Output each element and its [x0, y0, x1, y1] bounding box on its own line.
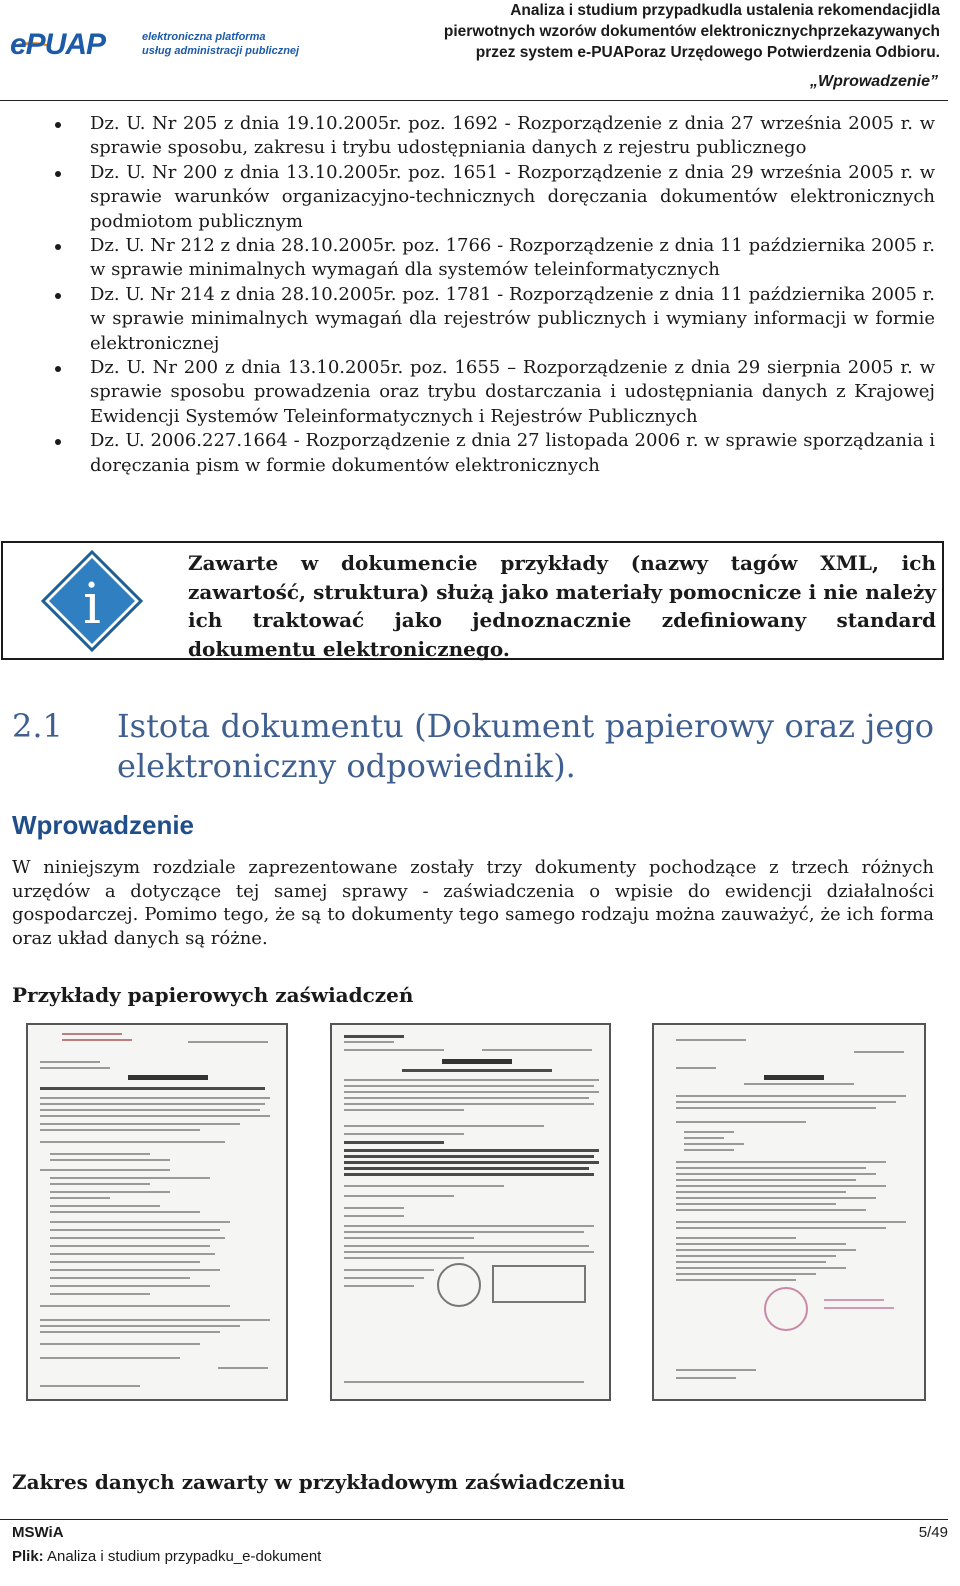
- section-heading: [12, 706, 934, 786]
- document-title-line-2: pierwotnych wzorów dokumentów elektronicznychprzekazywanych: [443, 23, 940, 40]
- certificate-scan-2: [330, 1023, 611, 1401]
- certificate-scan-3: [652, 1023, 926, 1401]
- subsection-heading: Wprowadzenie: [12, 810, 195, 840]
- document-title: [444, 0, 940, 63]
- section-title: Istota dokumentu (Dokument papierowy oraz jego elektroniczny odpowiednik).: [117, 707, 934, 785]
- page-number: 5/49: [918, 1524, 948, 1541]
- section-number: 2.1: [12, 707, 63, 745]
- epuap-logo: [10, 28, 310, 64]
- logo-brand-text: ePUAP: [10, 28, 106, 61]
- footer-divider: [0, 1519, 948, 1520]
- document-title-line-3: przez system e-PUAPoraz Urzędowego Potwierdzenia Odbioru.: [475, 44, 940, 61]
- info-icon-glyph: i: [83, 572, 101, 637]
- footer-file: [12, 1548, 321, 1565]
- certificate-scan-1: [26, 1023, 288, 1401]
- info-note-text: Zawarte w dokumencie przykłady (nazwy tagów XML, ich zawartość, struktura) służą jako materiały pomocnicze i nie należy ich traktować jako jednoznacznie zdefiniowany standard dokumentu elektronicznego.: [188, 551, 936, 662]
- list-item: Dz. U. Nr 200 z dnia 13.10.2005r. poz. 1651 - Rozporządzenie z dnia 29 września 2005 r. w sprawie warunków organizacyjno-technicznych doręczania dokumentów elektronicznych podmiotom publicznym: [40, 161, 935, 234]
- footer-file-name: Analiza i studium przypadku_e-dokument: [47, 1548, 322, 1565]
- page-header: [0, 0, 960, 104]
- intro-paragraph: W niniejszym rozdziale zaprezentowane zostały trzy dokumenty pochodzące z trzech różnych urzędów a dotyczące tej samej sprawy - zaświadczenia o wpisie do ewidencji działalności gospodarczej. Pomimo tego, że są to dokumenty tego samego rodzaju można zauważyć, że ich forma oraz układ danych są różne.: [12, 857, 934, 949]
- footer-organization: MSWiA: [12, 1524, 64, 1541]
- logo-subtitle: [142, 30, 299, 58]
- list-item: Dz. U. Nr 212 z dnia 28.10.2005r. poz. 1766 - Rozporządzenie z dnia 11 października 2005 r. w sprawie minimalnych wymagań dla systemów teleinformatycznych: [40, 234, 935, 283]
- list-item: Dz. U. 2006.227.1664 - Rozporządzenie z dnia 27 listopada 2006 r. w sprawie sporządzania i doręczania pism w formie dokumentów elektronicznych: [40, 429, 935, 478]
- list-item: Dz. U. Nr 200 z dnia 13.10.2005r. poz. 1655 – Rozporządzenie z dnia 29 sierpnia 2005 r. w sprawie sposobu prowadzenia oraz trybu dostarczania i udostępniania danych z Krajowej Ewidencji Systemów Teleinformatycznych i Rejestrów Publicznych: [40, 356, 935, 429]
- list-item: Dz. U. Nr 214 z dnia 28.10.2005r. poz. 1781 - Rozporządzenie z dnia 11 października 2005 r. w sprawie minimalnych wymagań dla rejestrów publicznych i wymiany informacji w formie elektronicznej: [40, 283, 935, 356]
- examples-heading: Przykłady papierowych zaświadczeń: [12, 983, 414, 1007]
- logo-subtitle-line-1: elektroniczna platforma: [142, 31, 266, 43]
- info-icon: [40, 549, 144, 653]
- regulation-list: [40, 112, 935, 478]
- data-scope-heading: Zakres danych zawarty w przykładowym zaświadczeniu: [12, 1470, 626, 1494]
- list-item: Dz. U. Nr 205 z dnia 19.10.2005r. poz. 1692 - Rozporządzenie z dnia 27 września 2005 r. w sprawie sposobu, zakresu i trybu udostępniania danych z rejestru publicznego: [40, 112, 935, 161]
- footer-file-label: Plik:: [12, 1548, 44, 1565]
- chapter-name: „Wprowadzenie”: [809, 73, 938, 90]
- document-title-line-1: Analiza i studium przypadkudla ustalenia rekomendacjidla: [510, 2, 940, 19]
- logo-subtitle-line-2: usług administracji publicznej: [142, 45, 300, 57]
- header-divider: [0, 100, 948, 101]
- info-note-box: [1, 541, 944, 660]
